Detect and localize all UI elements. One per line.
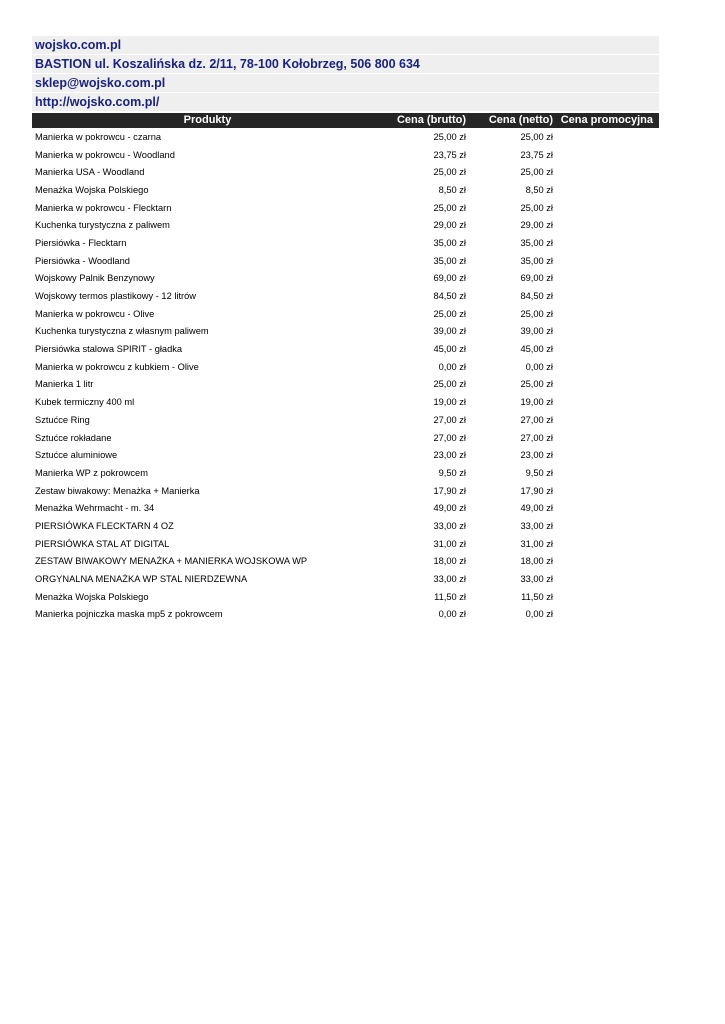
net-price: 0,00 zł bbox=[525, 609, 553, 620]
net-price: 0,00 zł bbox=[525, 361, 553, 372]
product-name: Sztućce aluminiowe bbox=[35, 450, 118, 461]
table-row bbox=[32, 287, 659, 305]
product-name: Manierka w pokrowcu - Flecktarn bbox=[35, 202, 172, 213]
gross-price: 25,00 zł bbox=[433, 308, 466, 319]
net-price: 9,50 zł bbox=[525, 467, 553, 478]
gross-price: 25,00 zł bbox=[433, 379, 466, 390]
table-row bbox=[32, 411, 659, 429]
table-row bbox=[32, 323, 659, 341]
promo-price bbox=[557, 234, 659, 252]
net-price: 39,00 zł bbox=[520, 326, 553, 337]
price-list-sheet bbox=[32, 36, 659, 623]
table-row bbox=[32, 588, 659, 606]
product-name: Manierka 1 litr bbox=[35, 379, 94, 390]
net-price: 18,00 zł bbox=[520, 556, 553, 567]
promo-price bbox=[557, 446, 659, 464]
shop-address: BASTION ul. Koszalińska dz. 2/11, 78-100 Kołobrzeg, 506 800 634 bbox=[32, 55, 659, 73]
product-name: Wojskowy termos plastikowy - 12 litrów bbox=[35, 291, 197, 302]
promo-price bbox=[557, 411, 659, 429]
product-name: Menażka Wojska Polskiego bbox=[35, 591, 149, 602]
gross-price: 35,00 zł bbox=[433, 237, 466, 248]
price-table-header bbox=[32, 113, 659, 128]
promo-price bbox=[557, 553, 659, 571]
promo-price bbox=[557, 163, 659, 181]
promo-price bbox=[557, 270, 659, 288]
promo-price bbox=[557, 305, 659, 323]
product-name: Manierka w pokrowcu - czarna bbox=[35, 131, 162, 142]
gross-price: 29,00 zł bbox=[433, 220, 466, 231]
net-price: 35,00 zł bbox=[520, 237, 553, 248]
shop-email: sklep@wojsko.com.pl bbox=[32, 74, 659, 92]
table-row bbox=[32, 499, 659, 517]
gross-price: 0,00 zł bbox=[438, 609, 466, 620]
net-price: 35,00 zł bbox=[520, 255, 553, 266]
promo-price bbox=[557, 323, 659, 341]
product-name: Manierka w pokrowcu z kubkiem - Olive bbox=[35, 361, 199, 372]
gross-price: 25,00 zł bbox=[433, 167, 466, 178]
net-price: 33,00 zł bbox=[520, 520, 553, 531]
product-name: Manierka USA - Woodland bbox=[35, 167, 145, 178]
product-name: Wojskowy Palnik Benzynowy bbox=[35, 273, 155, 284]
gross-price: 25,00 zł bbox=[433, 202, 466, 213]
net-price: 11,50 zł bbox=[521, 591, 553, 602]
promo-price bbox=[557, 570, 659, 588]
product-name: Manierka pojniczka maska mp5 z pokrowcem bbox=[35, 609, 223, 620]
table-row bbox=[32, 128, 659, 146]
net-price: 27,00 zł bbox=[520, 414, 553, 425]
net-price: 45,00 zł bbox=[520, 344, 553, 355]
product-name: ZESTAW BIWAKOWY MENAŻKA + MANIERKA WOJSKOWA WP bbox=[35, 556, 308, 567]
promo-price bbox=[557, 252, 659, 270]
promo-price bbox=[557, 464, 659, 482]
net-price: 17,90 zł bbox=[520, 485, 553, 496]
product-name: ORGYNALNA MENAŻKA WP STAL NIERDZEWNA bbox=[35, 574, 248, 585]
gross-price: 45,00 zł bbox=[433, 344, 466, 355]
table-row bbox=[32, 146, 659, 164]
gross-price: 8,50 zł bbox=[438, 184, 466, 195]
table-row bbox=[32, 270, 659, 288]
product-name: Manierka w pokrowcu - Woodland bbox=[35, 149, 175, 160]
net-price: 23,00 zł bbox=[520, 450, 553, 461]
table-row bbox=[32, 553, 659, 571]
gross-price: 19,00 zł bbox=[433, 397, 466, 408]
product-name: PIERSIÓWKA FLECKTARN 4 OZ bbox=[35, 520, 174, 531]
table-row bbox=[32, 482, 659, 500]
net-price: 31,00 zł bbox=[520, 538, 553, 549]
gross-price: 31,00 zł bbox=[433, 538, 466, 549]
table-row bbox=[32, 535, 659, 553]
table-row bbox=[32, 570, 659, 588]
net-price: 84,50 zł bbox=[520, 291, 553, 302]
table-row bbox=[32, 606, 659, 624]
promo-price bbox=[557, 517, 659, 535]
price-table bbox=[32, 113, 659, 623]
column-header-products: Produkty bbox=[32, 113, 383, 128]
table-row bbox=[32, 376, 659, 394]
site-name: wojsko.com.pl bbox=[32, 36, 659, 54]
product-name: Piersiówka - Flecktarn bbox=[35, 237, 127, 248]
promo-price bbox=[557, 606, 659, 624]
product-name: Kuchenka turystyczna z paliwem bbox=[35, 220, 170, 231]
table-row bbox=[32, 517, 659, 535]
promo-price bbox=[557, 216, 659, 234]
gross-price: 69,00 zł bbox=[433, 273, 466, 284]
net-price: 19,00 zł bbox=[520, 397, 553, 408]
promo-price bbox=[557, 482, 659, 500]
table-row bbox=[32, 199, 659, 217]
promo-price bbox=[557, 376, 659, 394]
product-name: Menażka Wojska Polskiego bbox=[35, 184, 149, 195]
table-row bbox=[32, 358, 659, 376]
product-name: Piersiówka stalowa SPIRIT - gładka bbox=[35, 344, 183, 355]
product-name: Piersiówka - Woodland bbox=[35, 255, 130, 266]
column-header-promo-price: Cena promocyjna bbox=[557, 113, 659, 128]
gross-price: 23,75 zł bbox=[433, 149, 466, 160]
gross-price: 33,00 zł bbox=[433, 520, 466, 531]
table-row bbox=[32, 252, 659, 270]
gross-price: 25,00 zł bbox=[433, 131, 466, 142]
product-name: Manierka WP z pokrowcem bbox=[35, 467, 148, 478]
net-price: 49,00 zł bbox=[520, 503, 553, 514]
promo-price bbox=[557, 499, 659, 517]
net-price: 33,00 zł bbox=[520, 574, 553, 585]
net-price: 25,00 zł bbox=[520, 131, 553, 142]
product-name: Zestaw biwakowy: Menażka + Manierka bbox=[35, 485, 200, 496]
net-price: 8,50 zł bbox=[525, 184, 553, 195]
promo-price bbox=[557, 181, 659, 199]
gross-price: 84,50 zł bbox=[433, 291, 466, 302]
gross-price: 33,00 zł bbox=[433, 574, 466, 585]
net-price: 25,00 zł bbox=[520, 167, 553, 178]
promo-price bbox=[557, 588, 659, 606]
product-name: Kuchenka turystyczna z własnym paliwem bbox=[35, 326, 209, 337]
table-row bbox=[32, 181, 659, 199]
promo-price bbox=[557, 429, 659, 447]
product-name: Sztućce Ring bbox=[35, 414, 90, 425]
product-name: Sztućce rokładane bbox=[35, 432, 112, 443]
product-name: PIERSIÓWKA STAL AT DIGITAL bbox=[35, 538, 170, 549]
table-row bbox=[32, 163, 659, 181]
gross-price: 27,00 zł bbox=[433, 414, 466, 425]
promo-price bbox=[557, 535, 659, 553]
net-price: 25,00 zł bbox=[520, 308, 553, 319]
net-price: 29,00 zł bbox=[520, 220, 553, 231]
column-header-net-price: Cena (netto) bbox=[470, 113, 557, 128]
product-name: Menażka Wehrmacht - m. 34 bbox=[35, 503, 155, 514]
net-price: 23,75 zł bbox=[520, 149, 553, 160]
net-price: 25,00 zł bbox=[520, 202, 553, 213]
table-row bbox=[32, 234, 659, 252]
gross-price: 11,50 zł bbox=[434, 591, 466, 602]
table-row bbox=[32, 216, 659, 234]
table-row bbox=[32, 464, 659, 482]
promo-price bbox=[557, 340, 659, 358]
net-price: 69,00 zł bbox=[520, 273, 553, 284]
promo-price bbox=[557, 287, 659, 305]
gross-price: 17,90 zł bbox=[433, 485, 466, 496]
promo-price bbox=[557, 146, 659, 164]
promo-price bbox=[557, 393, 659, 411]
gross-price: 9,50 zł bbox=[438, 467, 466, 478]
price-table-body bbox=[32, 128, 659, 623]
gross-price: 35,00 zł bbox=[433, 255, 466, 266]
gross-price: 39,00 zł bbox=[433, 326, 466, 337]
column-header-gross-price: Cena (brutto) bbox=[383, 113, 470, 128]
table-row bbox=[32, 393, 659, 411]
table-row bbox=[32, 305, 659, 323]
product-name: Manierka w pokrowcu - Olive bbox=[35, 308, 155, 319]
shop-url: http://wojsko.com.pl/ bbox=[32, 93, 659, 111]
gross-price: 0,00 zł bbox=[438, 361, 466, 372]
net-price: 27,00 zł bbox=[520, 432, 553, 443]
table-row bbox=[32, 340, 659, 358]
product-name: Kubek termiczny 400 ml bbox=[35, 397, 135, 408]
gross-price: 23,00 zł bbox=[433, 450, 466, 461]
gross-price: 49,00 zł bbox=[433, 503, 466, 514]
table-row bbox=[32, 446, 659, 464]
table-row bbox=[32, 429, 659, 447]
promo-price bbox=[557, 128, 659, 146]
promo-price bbox=[557, 358, 659, 376]
gross-price: 27,00 zł bbox=[433, 432, 466, 443]
net-price: 25,00 zł bbox=[520, 379, 553, 390]
promo-price bbox=[557, 199, 659, 217]
gross-price: 18,00 zł bbox=[433, 556, 466, 567]
